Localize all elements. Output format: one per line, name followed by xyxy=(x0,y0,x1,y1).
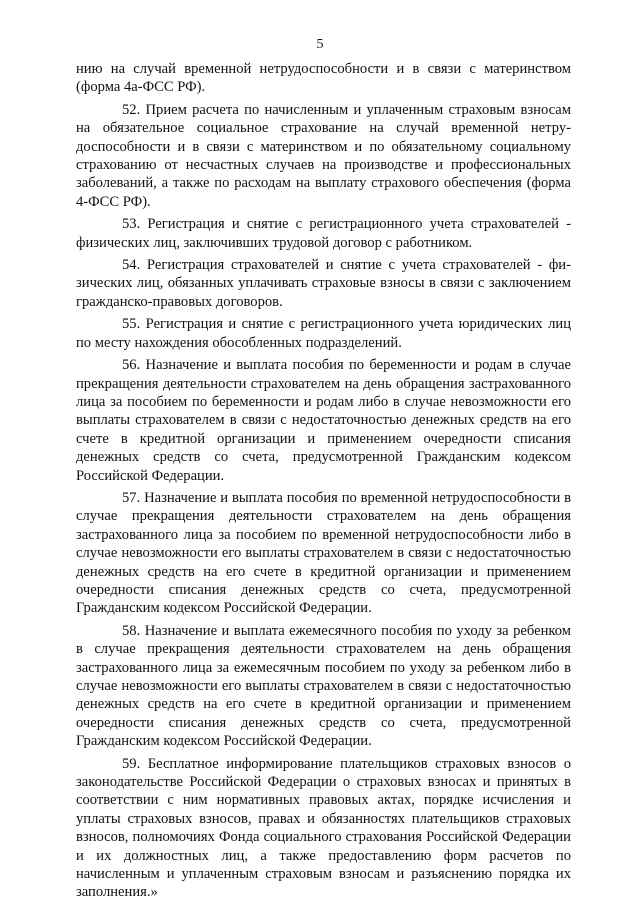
paragraph-continuation: нию на случай временной нетрудоспособности и в связи с материнством (форма 4а-ФСС РФ). xyxy=(76,61,571,96)
paragraph-item-56: 56. Назначение и выплата пособия по беременности и родам в случае прекращения деятельности страхователем на день обращения застрахованного лица за пособием по беременности и родам либо в случае невозможности его выплаты страхователем в связи с недостаточностью денежных средств на его счете в кредитной организации и применением очередности списания денежных средств со счета, предусмотренной Гражданским кодексом Российской Федерации. xyxy=(76,357,571,484)
paragraph-item-53: 53. Регистрация и снятие с регистрационного учета страхователей - физических лиц, заключивших трудовой договор с работником. xyxy=(76,216,571,251)
page-number: 5 xyxy=(316,37,324,52)
paragraph-item-52: 52. Прием расчета по начисленным и уплаченным страховым взносам на обязательное социальное страхование на случай временной нетрудоспособности и в связи с материнством и по обязательному социальному страхованию от несчастных случаев на производстве и профессиональных заболеваний, а также по расходам на выплату страхового обеспечения (форма 4-ФСС РФ). xyxy=(76,101,571,210)
paragraph-item-55: 55. Регистрация и снятие с регистрационного учета юридических лиц по месту нахождения обособленных подразделений. xyxy=(76,316,571,351)
paragraph-item-58: 58. Назначение и выплата ежемесячного пособия по уходу за ребенком в случае прекращения деятельности страхователем на день обращения застрахованного лица за ежемесячным пособием по уходу за ребенком либо в случае невозможности его выплаты страхователем в связи с недостаточностью денежных средств на его счете в кредитной организации и применением очередности списания денежных средств со счета, предусмотренной Гражданским кодексом Российской Федерации. xyxy=(76,622,571,750)
paragraph-item-57: 57. Назначение и выплата пособия по временной нетрудоспособности в случае прекращения деятельности страхователем на день обращения застрахованного лица за пособием по временной нетрудоспособности либо в случае невозможности его выплаты страхователем в связи с недостаточностью денежных средств на его счете в кредитной организации и применением очередности списания денежных средств со счета, предусмотренной Гражданским кодексом Российской Федерации. xyxy=(76,489,571,617)
paragraph-item-59: 59. Бесплатное информирование плательщиков страховых взносов о законодательстве Российской Федерации о страховых взносах и принятых в соответствии с ним нормативных правовых актах, порядке исчисления и уплаты страховых взносов, правах и обязанностях плательщиков страховых взносов, полномочиях Фонда социального страхования Российской Федерации и их должностных лиц, а также предоставлению форм расчетов по начисленным и уплаченным страховым взносам и разъяснению порядка их заполнения.» xyxy=(76,755,571,901)
paragraph-item-54: 54. Регистрация страхователей и снятие с учета страхователей - физических лиц, обязанных уплачивать страховые взносы в связи с заключением гражданско-правовых договоров. xyxy=(76,257,571,310)
document-body xyxy=(76,60,571,906)
